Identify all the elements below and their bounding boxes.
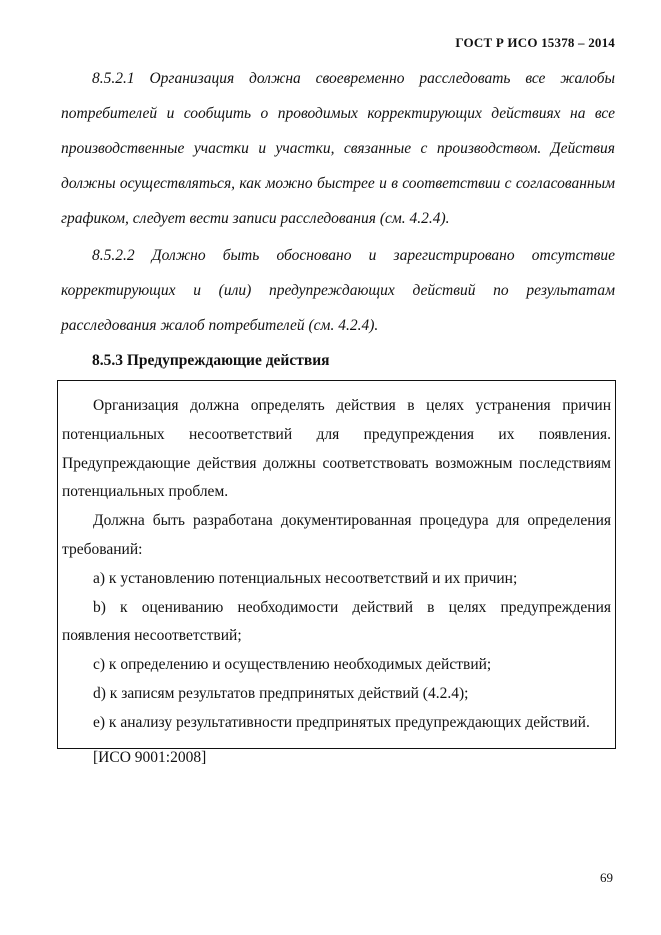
page-number: 69 — [600, 870, 613, 885]
list-item-e: e) к анализу результативности предпринятых предупреждающих действий. — [93, 713, 590, 731]
clause-8-5-2-2-text: 8.5.2.2 Должно быть обосновано и зарегистрировано отсутствие корректирующих и (или) предупреждающих действий по результатам расследования жалоб потребителей (см. 4.2.4). — [61, 247, 615, 334]
iso-quote-box — [57, 380, 616, 766]
clause-8-5-2-1 — [61, 61, 615, 236]
list-item-b: b) к оцениванию необходимости действий в целях предупреждения появления несоответствий; — [62, 598, 611, 645]
iso-reference: [ИСО 9001:2008] — [93, 748, 207, 766]
box-paragraph-2: Должна быть разработана документированная процедура для определения требований: — [62, 512, 611, 558]
list-item-a: a) к установлению потенциальных несоответствий и их причин; — [93, 569, 518, 587]
list-item-d: d) к записям результатов предпринятых действий (4.2.4); — [93, 684, 469, 702]
box-paragraph-1: Организация должна определять действия в целях устранения причин потенциальных несоответствий для предупреждения их появления. Предупреждающие действия должны соответствовать возможным последствиям потенциальных проблем. — [62, 397, 611, 501]
list-item-c: c) к определению и осуществлению необходимых действий; — [93, 656, 492, 674]
document-header: ГОСТ Р ИСО 15378 – 2014 — [455, 35, 615, 50]
clause-8-5-2-1-text: 8.5.2.1 Организация должна своевременно расследовать все жалобы потребителей и сообщить о проводимых корректирующих действиях на все производственные участки и участки, связанные с производством. Действия должны осуществляться, как можно быстрее и в соответствии с согласованным графиком, следует вести записи расследования (см. 4.2.4). — [61, 70, 615, 227]
clause-8-5-2-2 — [61, 238, 615, 343]
section-heading: 8.5.3 Предупреждающие действия — [92, 352, 330, 369]
